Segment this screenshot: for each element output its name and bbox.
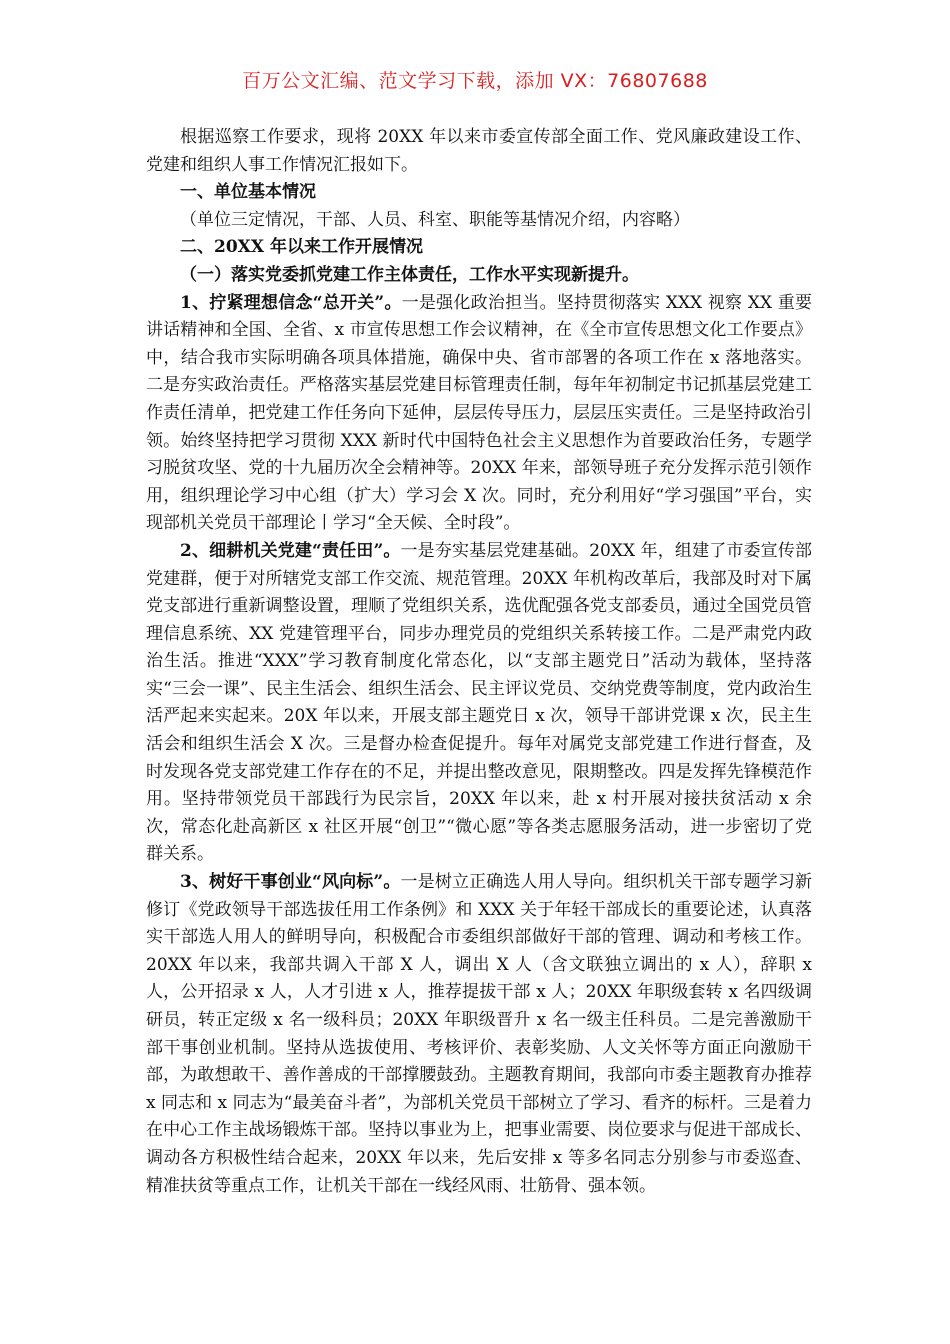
subsection-heading-1: （一）落实党委抓党建工作主体责任，工作水平实现新提升。 bbox=[180, 264, 639, 285]
page-header-watermark: 百万公文汇编、范文学习下载，添加 VX：76807688 bbox=[242, 70, 708, 92]
item-1-lead: 1、拧紧理想信念“总开关”。 bbox=[180, 292, 402, 313]
item-1-paragraph bbox=[146, 290, 812, 538]
item-2-lead: 2、细耕机关党建“责任田”。 bbox=[180, 540, 401, 561]
section-heading-2: 二、20XX 年以来工作开展情况 bbox=[180, 237, 423, 258]
section-heading-1: 一、单位基本情况 bbox=[180, 182, 316, 203]
item-2-body: 一是夯实基层党建基础。20XX 年，组建了市委宣传部党建群，便于对所辖党支部工作交流、规范管理。20XX 年机构改革后，我部及时对下属党支部进行重新调整设置，理顺了党组织关系，选优配强各党支部委员，通过全国党员管理信息系统、XX 党建管理平台，同步办理党员的党组织关系转接工作。二是严肃党内政治生活。推进“XXX”学习教育制度化常态化，以“支部主题党日”活动为载体，坚持落实“三会一课”、民主生活会、组织生活会、民主评议党员、交纳党费等制度，党内政治生活严起来实起来。20X 年以来，开展支部主题党日 x 次，领导干部讲党课 x 次，民主生活会和组织生活会 X 次。三是督办检查促提升。每年对属党支部党建工作进行督查，及时发现各党支部党建工作存在的不足，并提出整改意见，限期整改。四是发挥先锋模范作用。坚持带领党员干部践行为民宗旨，20XX 年以来，赴 x 村开展对接扶贫活动 x 余次，常态化赴高新区 x 社区开展“创卫”“微心愿”等各类志愿服务活动，进一步密切了党群关系。 bbox=[146, 540, 812, 865]
item-3-paragraph bbox=[146, 869, 812, 1200]
item-3-body: 一是树立正确选人用人导向。组织机关干部专题学习新修订《党政领导干部选拔任用工作条例》和 XXX 关于年轻干部成长的重要论述，认真落实干部选人用人的鲜明导向，积极配合市委组织部做好干部的管理、调动和考核工作。20XX 年以来，我部共调入干部 X 人，调出 X 人（含文联独立调出的 x 人），辞职 x 人，公开招录 x 人，人才引进 x 人，推荐提拔干部 x 人；20XX 年职级套转 x 名四级调研员，转正定级 x 名一级科员；20XX 年职级晋升 x 名一级主任科员。二是完善激励干部干事创业机制。坚持从选拔使用、考核评价、表彰奖励、人文关怀等方面正向激励干部，为敢想敢干、善作善成的干部撑腰鼓劲。主题教育期间，我部向市委主题教育办推荐 x 同志和 x 同志为“最美奋斗者”，为部机关党员干部树立了学习、看齐的标杆。三是着力在中心工作主战场锻炼干部。坚持以事业为上，把事业需要、岗位要求与促进干部成长、调动各方积极性结合起来，20XX 年以来，先后安排 x 等多名同志分别参与市委巡查、精准扶贫等重点工作，让机关干部在一线经风雨、壮筋骨、强本领。 bbox=[146, 872, 813, 1196]
section-1-text: （单位三定情况，干部、人员、科室、职能等基情况介绍，内容略） bbox=[180, 209, 690, 230]
document-body bbox=[146, 124, 812, 1200]
item-3-lead: 3、树好干事创业“风向标”。 bbox=[180, 872, 401, 893]
item-1-body: 一是强化政治担当。坚持贯彻落实 XXX 视察 XX 重要讲话精神和全国、全省、x 市宣传思想工作会议精神，在《全市宣传思想文化工作要点》中，结合我市实际明确各项具体措施，确保中央、省市部署的各项工作在 x 落地落实。二是夯实政治责任。严格落实基层党建目标管理责任制，每年年初制定书记抓基层党建工作责任清单，把党建工作任务向下延伸，层层传导压力，层层压实责任。三是坚持政治引领。始终坚持把学习贯彻 XXX 新时代中国特色社会主义思想作为首要政治任务，专题学习脱贫攻坚、党的十九届历次全会精神等。20XX 年来，部领导班子充分发挥示范引领作用，组织理论学习中心组（扩大）学习会 X 次。同时，充分利用好“学习强国”平台，实现部机关党员干部理论丨学习“全天候、全时段”。 bbox=[146, 292, 812, 534]
intro-paragraph: 根据巡察工作要求，现将 20XX 年以来市委宣传部全面工作、党风廉政建设工作、党建和组织人事工作情况汇报如下。 bbox=[146, 127, 812, 175]
item-2-paragraph bbox=[146, 538, 812, 869]
